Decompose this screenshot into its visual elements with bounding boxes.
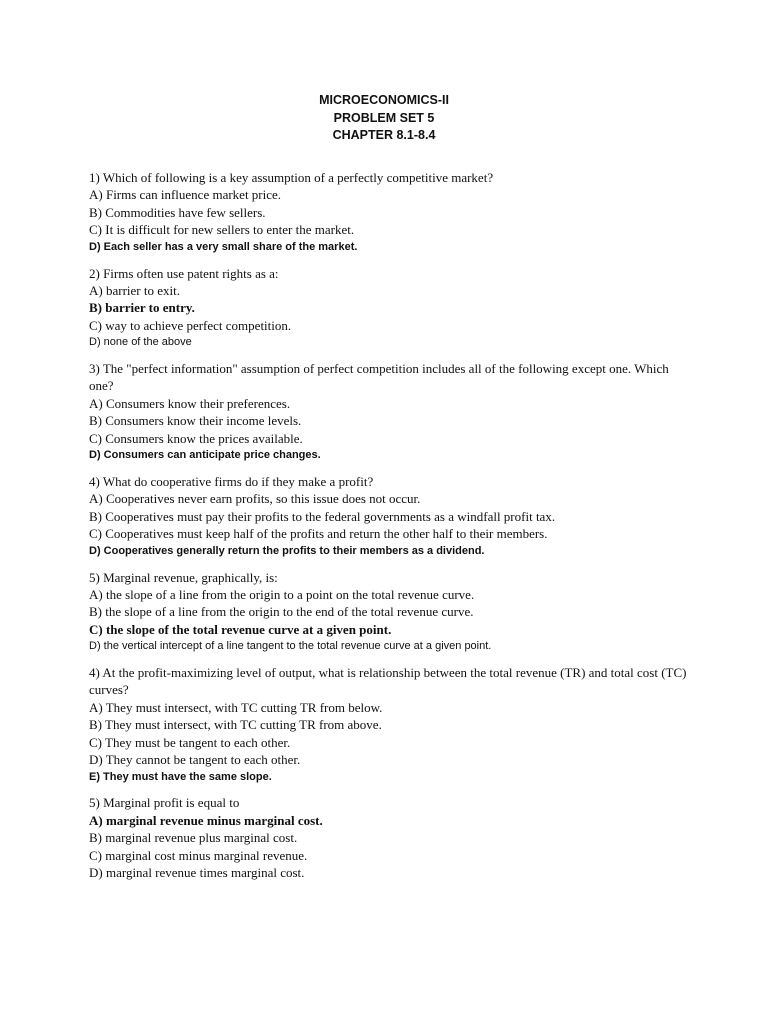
question-stem: 5) Marginal revenue, graphically, is: bbox=[89, 569, 278, 585]
question-stem: 3) The "perfect information" assumption of perfect competition includes all of the following except one. Which one? bbox=[89, 361, 669, 394]
answer-option: C) Consumers know the prices available. bbox=[89, 430, 303, 446]
answer-option: A) barrier to exit. bbox=[89, 282, 180, 298]
answer-option: A) the slope of a line from the origin to a point on the total revenue curve. bbox=[89, 586, 475, 602]
answer-option: A) Firms can influence market price. bbox=[89, 187, 282, 203]
correct-answer-option: D) Consumers can anticipate price changes. bbox=[89, 449, 321, 462]
question-3 bbox=[89, 360, 689, 464]
correct-answer-option: D) Cooperatives generally return the profits to their members as a dividend. bbox=[89, 544, 485, 557]
question-stem: 2) Firms often use patent rights as a: bbox=[89, 265, 279, 281]
chapter-range: CHAPTER 8.1-8.4 bbox=[332, 128, 436, 142]
answer-option: C) marginal cost minus marginal revenue. bbox=[89, 847, 308, 863]
question-stem: 4) At the profit-maximizing level of output, what is relationship between the total revenue (TR) and total cost (TC) curves? bbox=[89, 665, 687, 698]
course-title: MICROECONOMICS-II bbox=[319, 93, 449, 107]
answer-option: D) They cannot be tangent to each other. bbox=[89, 752, 301, 768]
question-4 bbox=[89, 473, 689, 560]
answer-option: A) Consumers know their preferences. bbox=[89, 395, 291, 411]
question-5 bbox=[89, 569, 689, 656]
question-2 bbox=[89, 265, 689, 352]
answer-option: B) marginal revenue plus marginal cost. bbox=[89, 830, 298, 846]
correct-answer-option: D) Each seller has a very small share of the market. bbox=[89, 240, 358, 253]
answer-option: D) the vertical intercept of a line tangent to the total revenue curve at a given point. bbox=[89, 640, 492, 653]
answer-option: C) Cooperatives must keep half of the profits and return the other half to their members. bbox=[89, 526, 548, 542]
answer-option: B) Cooperatives must pay their profits to the federal governments as a windfall profit tax. bbox=[89, 508, 556, 524]
answer-option: D) none of the above bbox=[89, 336, 192, 349]
answer-option: B) the slope of a line from the origin to the end of the total revenue curve. bbox=[89, 604, 474, 620]
answer-option: B) Commodities have few sellers. bbox=[89, 204, 266, 220]
answer-option: D) marginal revenue times marginal cost. bbox=[89, 865, 305, 881]
correct-answer-option: E) They must have the same slope. bbox=[89, 770, 272, 783]
answer-option: C) It is difficult for new sellers to enter the market. bbox=[89, 222, 355, 238]
question-6 bbox=[89, 664, 689, 786]
answer-option: A) They must intersect, with TC cutting TR from below. bbox=[89, 699, 383, 715]
question-stem: 1) Which of following is a key assumption of a perfectly competitive market? bbox=[89, 170, 494, 185]
question-1 bbox=[89, 169, 689, 256]
answer-option: A) Cooperatives never earn profits, so this issue does not occur. bbox=[89, 491, 421, 507]
answer-option: B) Consumers know their income levels. bbox=[89, 413, 302, 429]
correct-answer-option: B) barrier to entry. bbox=[89, 300, 195, 316]
problem-set-title: PROBLEM SET 5 bbox=[333, 110, 435, 125]
question-stem: 5) Marginal profit is equal to bbox=[89, 795, 240, 811]
question-stem: 4) What do cooperative firms do if they make a profit? bbox=[89, 474, 374, 489]
answer-option: C) They must be tangent to each other. bbox=[89, 734, 291, 750]
answer-option: B) They must intersect, with TC cutting TR from above. bbox=[89, 717, 382, 733]
question-7 bbox=[89, 794, 689, 881]
answer-option: C) way to achieve perfect competition. bbox=[89, 317, 292, 333]
question-list bbox=[89, 169, 689, 890]
correct-answer-option: C) the slope of the total revenue curve at a given point. bbox=[89, 621, 392, 637]
correct-answer-option: A) marginal revenue minus marginal cost. bbox=[89, 812, 323, 828]
document-header bbox=[0, 92, 768, 145]
